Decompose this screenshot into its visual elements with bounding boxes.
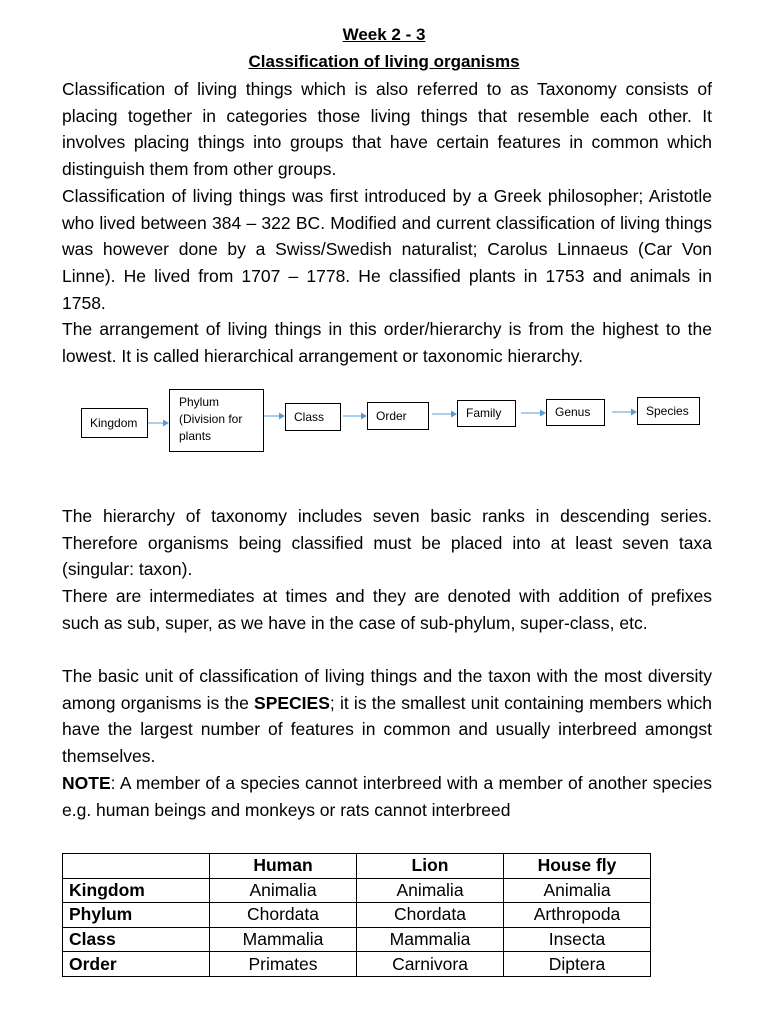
- species-text-before: The basic unit of classification of living things and the taxon with the most diversity among organisms is the: [62, 666, 712, 713]
- table-corner-cell: [63, 854, 210, 879]
- diagram-label-genus: Genus: [555, 405, 591, 419]
- table-row-header: Kingdom: [63, 878, 210, 903]
- page-title: Classification of living organisms: [248, 52, 520, 71]
- table-row-header: Class: [63, 927, 210, 952]
- diagram-box-order: [367, 402, 429, 430]
- diagram-label-class: Class: [294, 409, 325, 424]
- table-cell: Animalia: [210, 878, 357, 903]
- note-keyword: NOTE: [62, 773, 111, 793]
- diagram-box-kingdom: [81, 408, 148, 438]
- table-row: [63, 878, 651, 903]
- paragraph-note: [62, 770, 712, 823]
- table-cell: Chordata: [210, 903, 357, 928]
- arrow-icon: [148, 418, 169, 428]
- paragraph-seven-ranks: The hierarchy of taxonomy includes seven basic ranks in descending series. Therefore organisms being classified must be placed into at least seven taxa (singular: taxon).: [62, 506, 712, 580]
- table-cell: Mammalia: [210, 927, 357, 952]
- paragraph-hierarchy: The arrangement of living things in this order/hierarchy is from the highest to the lowest. It is called hierarchical arrangement or taxonomic hierarchy.: [62, 319, 712, 366]
- table-cell: Diptera: [504, 952, 651, 977]
- diagram-box-species: [637, 397, 700, 425]
- table-header-row: [63, 854, 651, 879]
- diagram-box-class: [285, 403, 341, 431]
- week-heading: Week 2 - 3: [342, 25, 426, 44]
- table-row-header: Order: [63, 952, 210, 977]
- diagram-label-species: Species: [646, 403, 689, 418]
- table-cell: Arthropoda: [504, 903, 651, 928]
- diagram-box-family: [457, 400, 516, 427]
- diagram-box-phylum: [169, 389, 264, 452]
- arrow-icon: [516, 408, 546, 418]
- table-row-header: Phylum: [63, 903, 210, 928]
- paragraph-taxonomy-definition: Classification of living things which is also referred to as Taxonomy consists of placing together in categories those living things that resemble each other. It involves placing things into groups that have certain features in common which distinguish them from other groups.: [62, 79, 712, 180]
- arrow-icon: [429, 409, 457, 419]
- table-row: [63, 903, 651, 928]
- paragraph-intermediates: There are intermediates at times and they are denoted with addition of prefixes such as sub, super, as we have in the case of sub-phylum, super-class, etc.: [62, 586, 712, 633]
- diagram-box-genus: [546, 399, 605, 426]
- table-cell: Primates: [210, 952, 357, 977]
- species-text-after: ; it is the smallest unit containing members which have the largest number of features in common and usually interbreed amongst themselves.: [62, 692, 712, 767]
- classification-table: [62, 853, 651, 977]
- table-row: [63, 927, 651, 952]
- table-column-header: House fly: [504, 854, 651, 879]
- arrow-icon: [341, 411, 367, 421]
- table-cell: Carnivora: [357, 952, 504, 977]
- paragraph-history: Classification of living things was first introduced by a Greek philosopher; Aristotle who lived between 384 – 322 BC. Modified and current classification of living things was however done by a Swiss/Swedish naturalist; Carolus Linnaeus (Car Von Linne). He lived from 1707 – 1778. He classified plants in 1753 and animals in 1758.: [62, 186, 712, 313]
- table-cell: Insecta: [504, 927, 651, 952]
- diagram-label-kingdom: Kingdom: [90, 415, 138, 430]
- table-cell: Animalia: [504, 878, 651, 903]
- table-cell: Animalia: [357, 878, 504, 903]
- paragraph-species: [62, 663, 712, 770]
- arrow-icon: [605, 407, 637, 417]
- diagram-label-family: Family: [466, 406, 502, 420]
- species-keyword: SPECIES: [254, 692, 330, 713]
- arrow-icon: [264, 411, 285, 421]
- table-cell: Mammalia: [357, 927, 504, 952]
- diagram-label-phylum-line3: plants: [179, 429, 212, 443]
- note-text: : A member of a species cannot interbreed with a member of another species e.g. human beings and monkeys or rats cannot interbreed: [62, 773, 712, 820]
- table-cell: Chordata: [357, 903, 504, 928]
- diagram-label-phylum-line2: (Division for: [179, 412, 243, 426]
- diagram-label-phylum-line1: Phylum: [179, 395, 220, 409]
- diagram-label-order: Order: [376, 408, 407, 423]
- table-column-header: Lion: [357, 854, 504, 879]
- table-row: [63, 952, 651, 977]
- table-column-header: Human: [210, 854, 357, 879]
